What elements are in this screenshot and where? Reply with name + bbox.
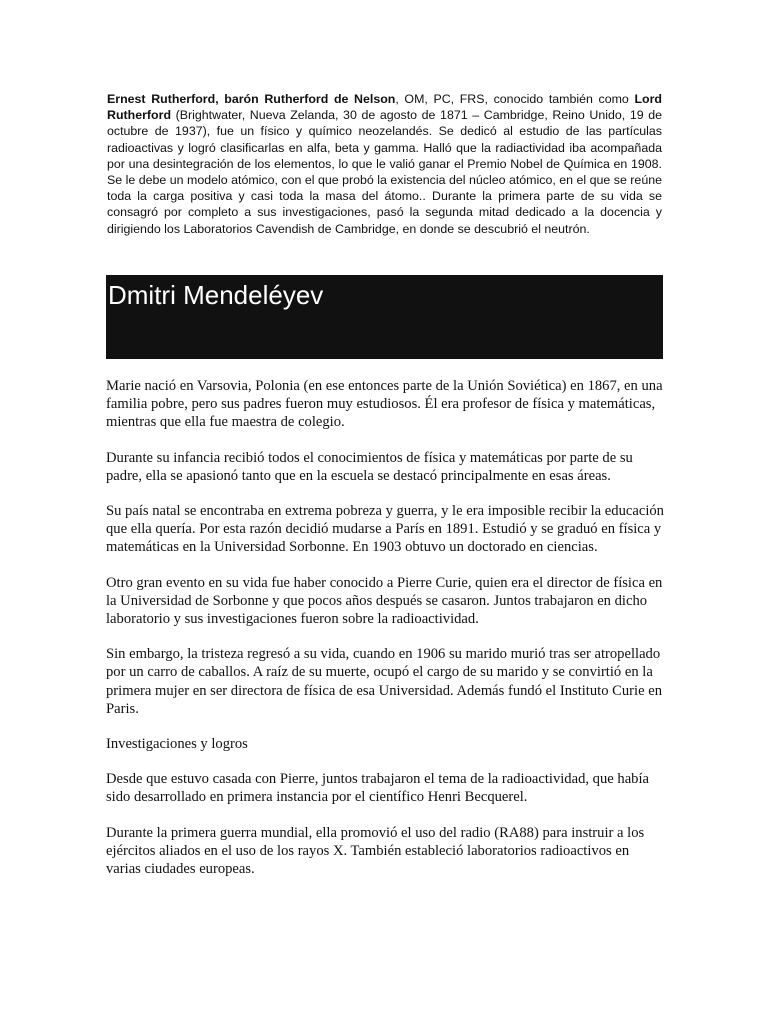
intro-text-1: , OM, PC, FRS, conocido también como: [395, 92, 635, 106]
body-paragraph: Durante la primera guerra mundial, ella promovió el uso del radio (RA88) para instruir a los ejércitos aliados en el uso de los rayos X. También estableció laboratorios radioactivos en varias ciudades europeas.: [106, 824, 645, 878]
body-paragraph: Otro gran evento en su vida fue haber conocido a Pierre Curie, quien era el director de física en la Universidad de Sorbonne y que pocos años después se casaron. Juntos trabajaron en dicho laboratorio y sus investigaciones fueron sobre la radioactividad.: [106, 574, 663, 628]
intro-name-bold: Ernest Rutherford, barón Rutherford de Nelson: [107, 92, 396, 106]
section-banner: [106, 275, 663, 359]
section-title: Dmitri Mendeléyev: [108, 280, 324, 310]
intro-alias-bold: Lord Rutherford: [107, 92, 662, 123]
body-text: [106, 377, 666, 895]
section-subheading: Investigaciones y logros: [106, 736, 248, 753]
intro-paragraph: [107, 91, 662, 237]
body-paragraph: Durante su infancia recibió todos el conocimientos de física y matemáticas por parte de su padre, ella se apasionó tanto que en la escuela se destacó principalmente en esas áreas.: [106, 449, 633, 484]
body-paragraph: Marie nació en Varsovia, Polonia (en ese entonces parte de la Unión Soviética) en 1867, en una familia pobre, pero sus padres fueron muy estudiosos. Él era profesor de física y matemáticas, mientras que ella fue maestra de colegio.: [106, 378, 663, 431]
body-paragraph: Su país natal se encontraba en extrema pobreza y guerra, y le era imposible recibir la educación que ella quería. Por esta razón decidió mudarse a París en 1891. Estudió y se graduó en física y matemáticas en la Universidad Sorbonne. En 1903 obtuvo un doctorado en ciencias.: [106, 503, 664, 556]
body-paragraph: Desde que estuvo casada con Pierre, juntos trabajaron el tema de la radioactividad, que había sido desarrollado en primera instancia por el científico Henri Becquerel.: [106, 771, 649, 806]
body-paragraph: Sin embargo, la tristeza regresó a su vida, cuando en 1906 su marido murió tras ser atropellado por un carro de caballos. A raíz de su muerte, ocupó el cargo de su marido y se convirtió en la primera mujer en ser directora de física de esa Universidad. Además fundó el Instituto Curie en Paris.: [106, 646, 662, 717]
intro-text-2: (Brightwater, Nueva Zelanda, 30 de agosto de 1871 – Cambridge, Reino Unido, 19 de octubre de 1937), fue un físico y químico neozelandés. Se dedicó al estudio de las partículas radioactivas y logró clasificarlas en alfa, beta y gamma. Halló que la radiactividad iba acompañada por una desintegración de los elementos, lo que le valió ganar el Premio Nobel de Química en 1908. Se le debe un modelo atómico, con el que probó la existencia del núcleo atómico, en el que se reúne toda la carga positiva y casi toda la masa del átomo.. Durante la primera parte de su vida se consagró por completo a sus investigaciones, pasó la segunda mitad dedicado a la docencia y dirigiendo los Laboratorios Cavendish de Cambridge, en donde se descubrió el neutrón.: [107, 108, 662, 236]
